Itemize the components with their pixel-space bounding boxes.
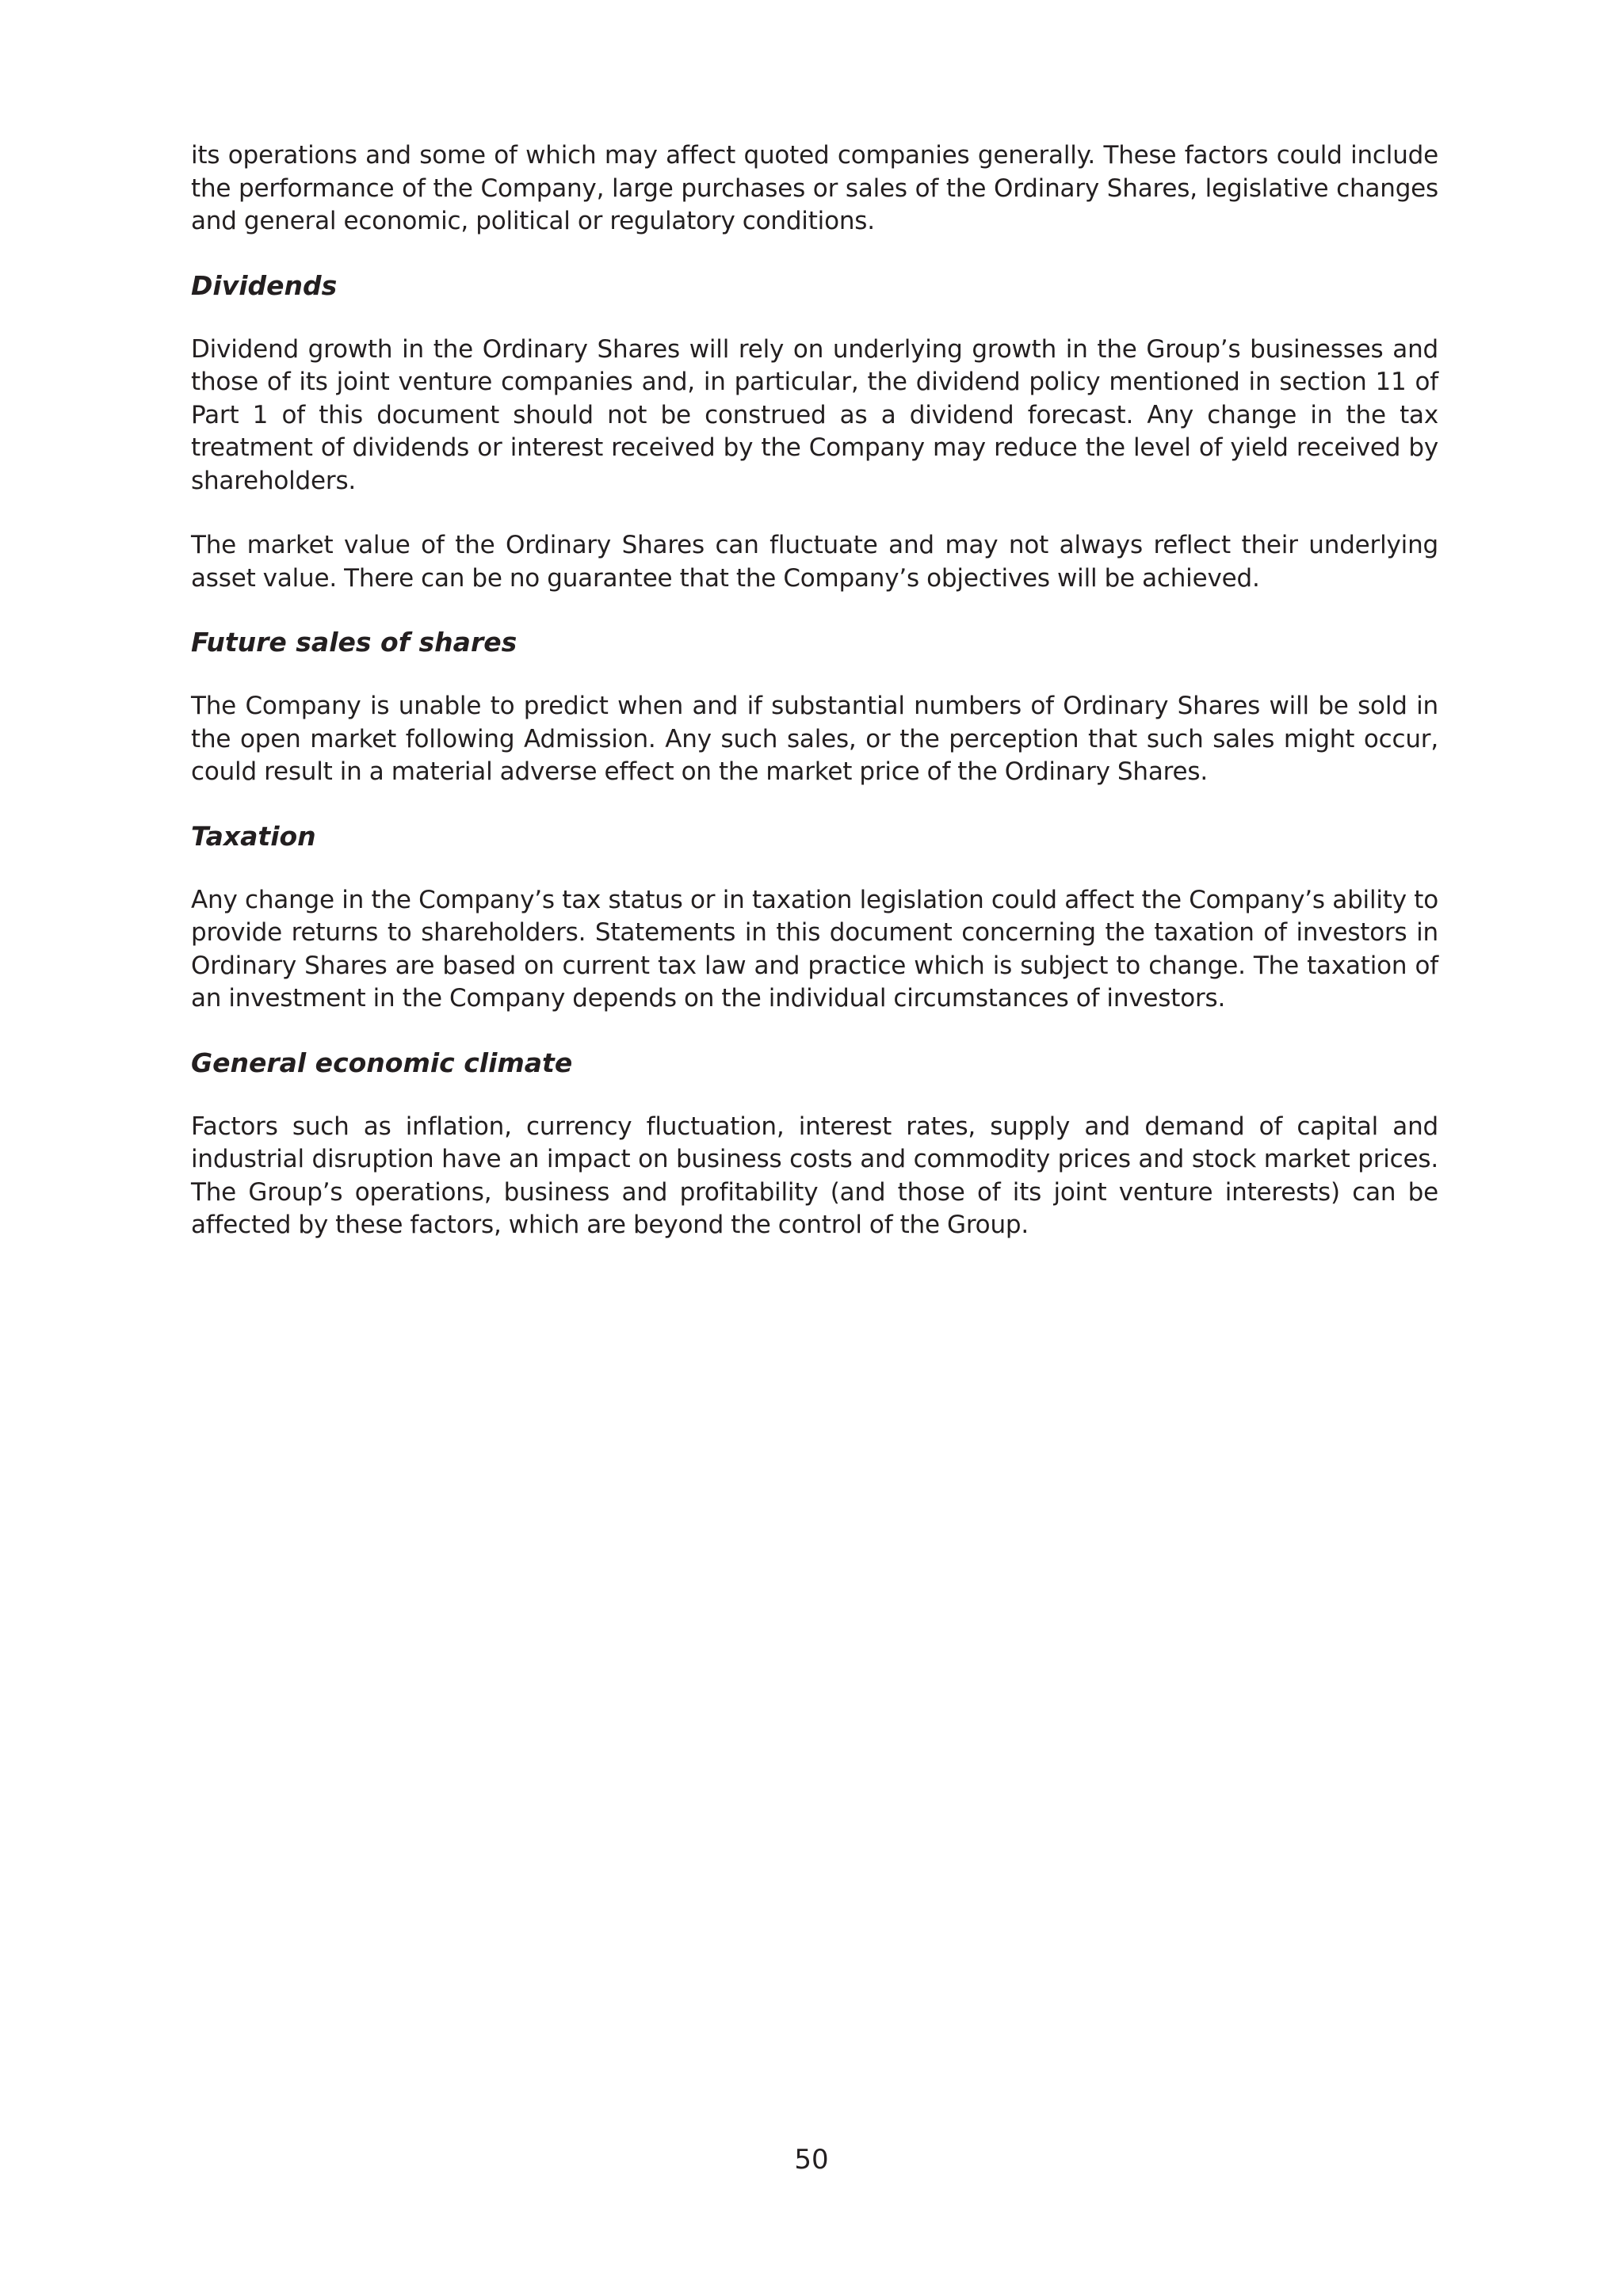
future-sales-heading: Future sales of shares	[191, 627, 517, 658]
economic-climate-heading: General economic climate	[191, 1047, 573, 1078]
page-number: 50	[794, 2144, 829, 2176]
dividends-paragraph-1: Dividend growth in the Ordinary Shares will rely on underlying growth in the Group’s businesses and those of its joint venture companies and, in particular, the dividend policy mentioned in section 11 of Part 1 of this document should not be construed as a dividend forecast. Any change in the tax treatment of dividends or interest received by the Company may reduce the level of yield received by shareholders.	[191, 334, 1438, 495]
taxation-heading: Taxation	[191, 820, 316, 852]
dividends-heading: Dividends	[191, 269, 338, 301]
dividends-paragraph-2: The market value of the Ordinary Shares can fluctuate and may not always reflect their underlying asset value. There can be no guarantee that the Company’s objectives will be achieved.	[191, 531, 1438, 593]
document-body	[191, 139, 1438, 1242]
future-sales-paragraph: The Company is unable to predict when and if substantial numbers of Ordinary Shares will be sold in the open market following Admission. Any such sales, or the perception that such sales might occur, could result in a material adverse effect on the market price of the Ordinary Shares.	[191, 692, 1438, 786]
intro-paragraph: its operations and some of which may affect quoted companies generally. These factors could include the performance of the Company, large purchases or sales of the Ordinary Shares, legislative changes and general economic, political or regulatory conditions.	[191, 141, 1438, 235]
economic-climate-paragraph: Factors such as inflation, currency fluctuation, interest rates, supply and demand of capital and industrial disruption have an impact on business costs and commodity prices and stock market prices. The Group’s operations, business and profitability (and those of its joint venture interests) can be affected by these factors, which are beyond the control of the Group.	[191, 1112, 1438, 1239]
taxation-paragraph: Any change in the Company’s tax status or in taxation legislation could affect the Company’s ability to provide returns to shareholders. Statements in this document concerning the taxation of investors in Ordinary Shares are based on current tax law and practice which is subject to change. The taxation of an investment in the Company depends on the individual circumstances of investors.	[191, 885, 1438, 1013]
